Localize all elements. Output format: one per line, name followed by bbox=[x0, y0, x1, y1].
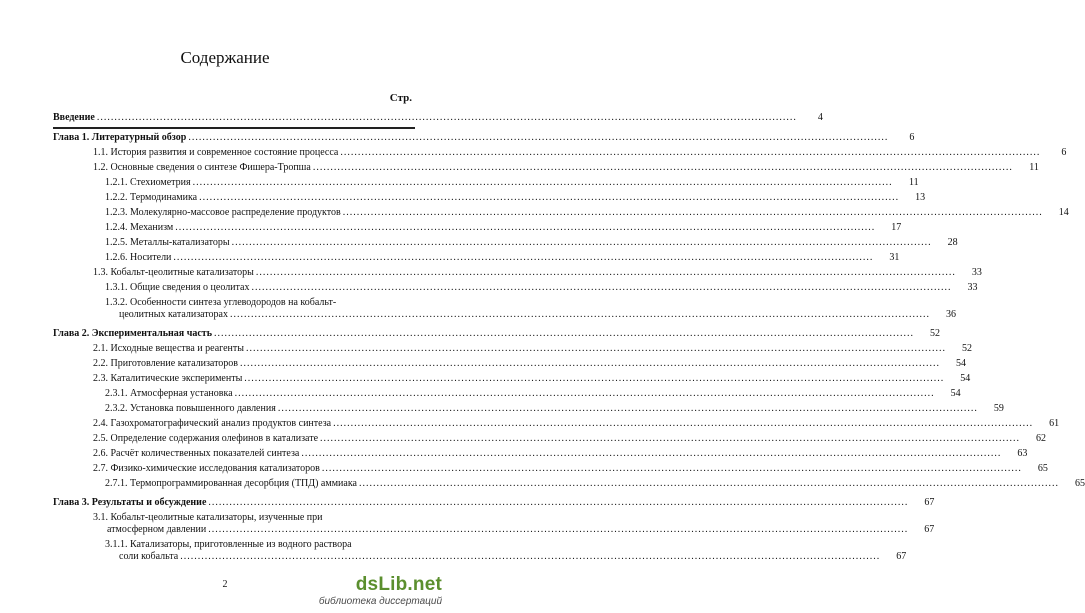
toc-entry[interactable] bbox=[53, 433, 1047, 445]
toc-entry[interactable] bbox=[53, 497, 935, 509]
toc-entry[interactable] bbox=[53, 237, 958, 249]
toc-page-number: 52 bbox=[961, 343, 972, 354]
leader-dots: ........................................................................................................................................................................................................ bbox=[312, 162, 1013, 173]
toc-entry-title: 1.3.1. Общие сведения о цеолитах bbox=[105, 282, 250, 293]
toc-page-number: 28 bbox=[947, 237, 958, 248]
toc-entry-title: 3.1. Кобальт-цеолитные катализаторы, изученные при bbox=[93, 512, 323, 523]
toc-entry[interactable] bbox=[53, 358, 967, 370]
toc-entry[interactable] bbox=[53, 418, 1060, 430]
toc-entry-title: 2.3.1. Атмосферная установка bbox=[105, 388, 233, 399]
page-title: Содержание bbox=[180, 48, 270, 67]
toc-page-number: 52 bbox=[929, 328, 940, 339]
toc-entry-title-continued: соли кобальта bbox=[119, 551, 179, 562]
toc-entry[interactable] bbox=[53, 207, 1069, 219]
toc-page-number: 54 bbox=[956, 358, 967, 369]
leader-dots: ........................................................................................................................................................................................................ bbox=[175, 222, 876, 233]
toc-entry-title: Введение bbox=[53, 112, 95, 123]
leader-dots: ........................................................................................................................................................................................................ bbox=[321, 463, 1022, 474]
toc-entry-title: Глава 1. Литературный обзор bbox=[53, 132, 187, 143]
toc-page-number: 65 bbox=[1074, 478, 1085, 489]
leader-dots: ........................................................................................................................................................................................................ bbox=[231, 237, 932, 248]
toc-page-number: 17 bbox=[891, 222, 902, 233]
leader-dots: ........................................................................................................................................................................................................ bbox=[277, 403, 978, 414]
leader-dots: ........................................................................................................................................................................................................ bbox=[251, 282, 952, 293]
toc-entry-title: 3.1.1. Катализаторы, приготовленные из водного раствора bbox=[105, 539, 352, 550]
toc-entry[interactable] bbox=[53, 147, 1067, 159]
toc-page-number: 6 bbox=[1061, 147, 1067, 158]
toc-entry[interactable] bbox=[53, 222, 902, 234]
toc-entry-title: 1.2.3. Молекулярно-массовое распределение продуктов bbox=[105, 207, 341, 218]
leader-dots: ........................................................................................................................................................................................................ bbox=[340, 147, 1041, 158]
leader-dots: ........................................................................................................................................................................................................ bbox=[245, 343, 946, 354]
toc-entry[interactable] bbox=[53, 403, 1004, 415]
toc-entry[interactable] bbox=[53, 282, 978, 294]
toc-page-number: 59 bbox=[993, 403, 1004, 414]
toc-entry-title-continued: атмосферном давлении bbox=[107, 524, 207, 535]
toc-entry-title: 2.7. Физико-химические исследования катализаторов bbox=[93, 463, 320, 474]
leader-dots: ........................................................................................................................................................................................................ bbox=[213, 328, 914, 339]
toc-entry-title: 1.3.2. Особенности синтеза углеводородов на кобальт- bbox=[105, 297, 337, 308]
toc-page-number: 36 bbox=[946, 309, 956, 320]
leader-dots: ........................................................................................................................................................................................................ bbox=[199, 192, 900, 203]
toc-entry-title-continued: цеолитных катализаторах bbox=[119, 309, 228, 320]
toc-separator bbox=[53, 127, 415, 129]
toc-page-number: 54 bbox=[960, 373, 971, 384]
toc-page-number: 33 bbox=[971, 267, 982, 278]
toc-entry-title: 1.1. История развития и современное состояние процесса bbox=[93, 147, 339, 158]
toc-entry-title: 2.3.2. Установка повышенного давления bbox=[105, 403, 276, 414]
toc-entry[interactable] bbox=[53, 478, 1085, 490]
toc-page-number: 11 bbox=[908, 177, 919, 188]
leader-dots: ........................................................................................................................................................................................................ bbox=[230, 309, 930, 320]
leader-dots: ........................................................................................................................................................................................................ bbox=[208, 524, 909, 535]
watermark-tagline: библиотека диссертаций bbox=[318, 596, 442, 607]
toc-page-number: 61 bbox=[1049, 418, 1060, 429]
leader-dots: ........................................................................................................................................................................................................ bbox=[333, 418, 1034, 429]
toc-page-number: 63 bbox=[1017, 448, 1028, 459]
toc-entry-title: Глава 2. Экспериментальная часть bbox=[53, 328, 212, 339]
toc-page-number: 31 bbox=[889, 252, 900, 263]
toc-entry[interactable] bbox=[53, 267, 982, 279]
toc-entry-title: Глава 3. Результаты и обсуждение bbox=[53, 497, 207, 508]
toc-entry[interactable] bbox=[53, 162, 1039, 174]
leader-dots: ........................................................................................................................................................................................................ bbox=[320, 433, 1021, 444]
toc-entry[interactable] bbox=[53, 112, 823, 124]
leader-dots: ........................................................................................................................................................................................................ bbox=[173, 252, 874, 263]
toc-page-number: 67 bbox=[924, 497, 935, 508]
toc-entry[interactable] bbox=[53, 177, 919, 189]
toc-entry[interactable] bbox=[53, 192, 926, 204]
leader-dots: ........................................................................................................................................................................................................ bbox=[96, 112, 797, 123]
toc-page-number: 67 bbox=[896, 551, 907, 562]
toc-entry-title: 2.7.1. Термопрограммированная десорбция (ТПД) аммиака bbox=[105, 478, 357, 489]
leader-dots: ........................................................................................................................................................................................................ bbox=[208, 497, 909, 508]
toc-entry[interactable] bbox=[53, 328, 940, 340]
leader-dots: ........................................................................................................................................................................................................ bbox=[180, 551, 881, 562]
toc-page-number: 33 bbox=[967, 282, 978, 293]
leader-dots: ........................................................................................................................................................................................................ bbox=[240, 358, 941, 369]
toc-entry[interactable] bbox=[53, 448, 1028, 460]
toc-entry-title: 1.2.1. Стехиометрия bbox=[105, 177, 191, 188]
toc-entry-title: 1.2.5. Металлы-катализаторы bbox=[105, 237, 230, 248]
toc-entry-title: 1.3. Кобальт-цеолитные катализаторы bbox=[93, 267, 254, 278]
watermark-brand: dsLib.net bbox=[355, 574, 442, 595]
toc-page-number: 11 bbox=[1029, 162, 1039, 173]
page-column-header: Стр. bbox=[389, 92, 412, 104]
toc-entry-title: 2.5. Определение содержания олефинов в катализате bbox=[93, 433, 319, 444]
toc-entry[interactable] bbox=[53, 388, 961, 400]
toc-entry-title: 2.4. Газохроматографический анализ продуктов синтеза bbox=[93, 418, 332, 429]
toc-entry-title: 1.2.6. Носители bbox=[105, 252, 172, 263]
leader-dots: ........................................................................................................................................................................................................ bbox=[358, 478, 1059, 489]
leader-dots: ........................................................................................................................................................................................................ bbox=[188, 132, 889, 143]
leader-dots: ........................................................................................................................................................................................................ bbox=[234, 388, 935, 399]
toc-page-number: 54 bbox=[950, 388, 961, 399]
toc-entry-title: 1.2. Основные сведения о синтезе Фишера-Тропша bbox=[93, 162, 311, 173]
toc-page-number: 6 bbox=[909, 132, 915, 143]
toc-page-number: 62 bbox=[1036, 433, 1047, 444]
toc-entry-title: 1.2.4. Механизм bbox=[105, 222, 174, 233]
toc-entry-title: 2.6. Расчёт количественных показателей синтеза bbox=[93, 448, 300, 459]
toc-page-number: 13 bbox=[915, 192, 926, 203]
toc-page-number: 67 bbox=[924, 524, 935, 535]
toc-entry[interactable] bbox=[53, 252, 900, 264]
table-of-contents bbox=[53, 112, 1085, 563]
leader-dots: ........................................................................................................................................................................................................ bbox=[342, 207, 1043, 218]
toc-entry[interactable] bbox=[53, 132, 915, 144]
leader-dots: ........................................................................................................................................................................................................ bbox=[301, 448, 1002, 459]
toc-entry[interactable] bbox=[53, 297, 956, 321]
toc-page-number: 65 bbox=[1037, 463, 1048, 474]
leader-dots: ........................................................................................................................................................................................................ bbox=[192, 177, 893, 188]
toc-entry-title: 2.1. Исходные вещества и реагенты bbox=[93, 343, 244, 354]
toc-entry[interactable] bbox=[53, 373, 971, 385]
toc-page-number: 4 bbox=[817, 112, 823, 123]
page-number: 2 bbox=[222, 579, 228, 590]
leader-dots: ........................................................................................................................................................................................................ bbox=[255, 267, 956, 278]
leader-dots: ........................................................................................................................................................................................................ bbox=[244, 373, 945, 384]
toc-entry[interactable] bbox=[53, 343, 972, 355]
toc-entry-title: 2.3. Каталитические эксперименты bbox=[93, 373, 243, 384]
toc-page-number: 14 bbox=[1058, 207, 1069, 218]
toc-entry-title: 1.2.2. Термодинамика bbox=[105, 192, 198, 203]
toc-entry[interactable] bbox=[53, 539, 907, 563]
toc-entry[interactable] bbox=[53, 463, 1048, 475]
toc-entry[interactable] bbox=[53, 512, 935, 536]
toc-entry-title: 2.2. Приготовление катализаторов bbox=[93, 358, 239, 369]
site-watermark[interactable] bbox=[319, 574, 442, 607]
